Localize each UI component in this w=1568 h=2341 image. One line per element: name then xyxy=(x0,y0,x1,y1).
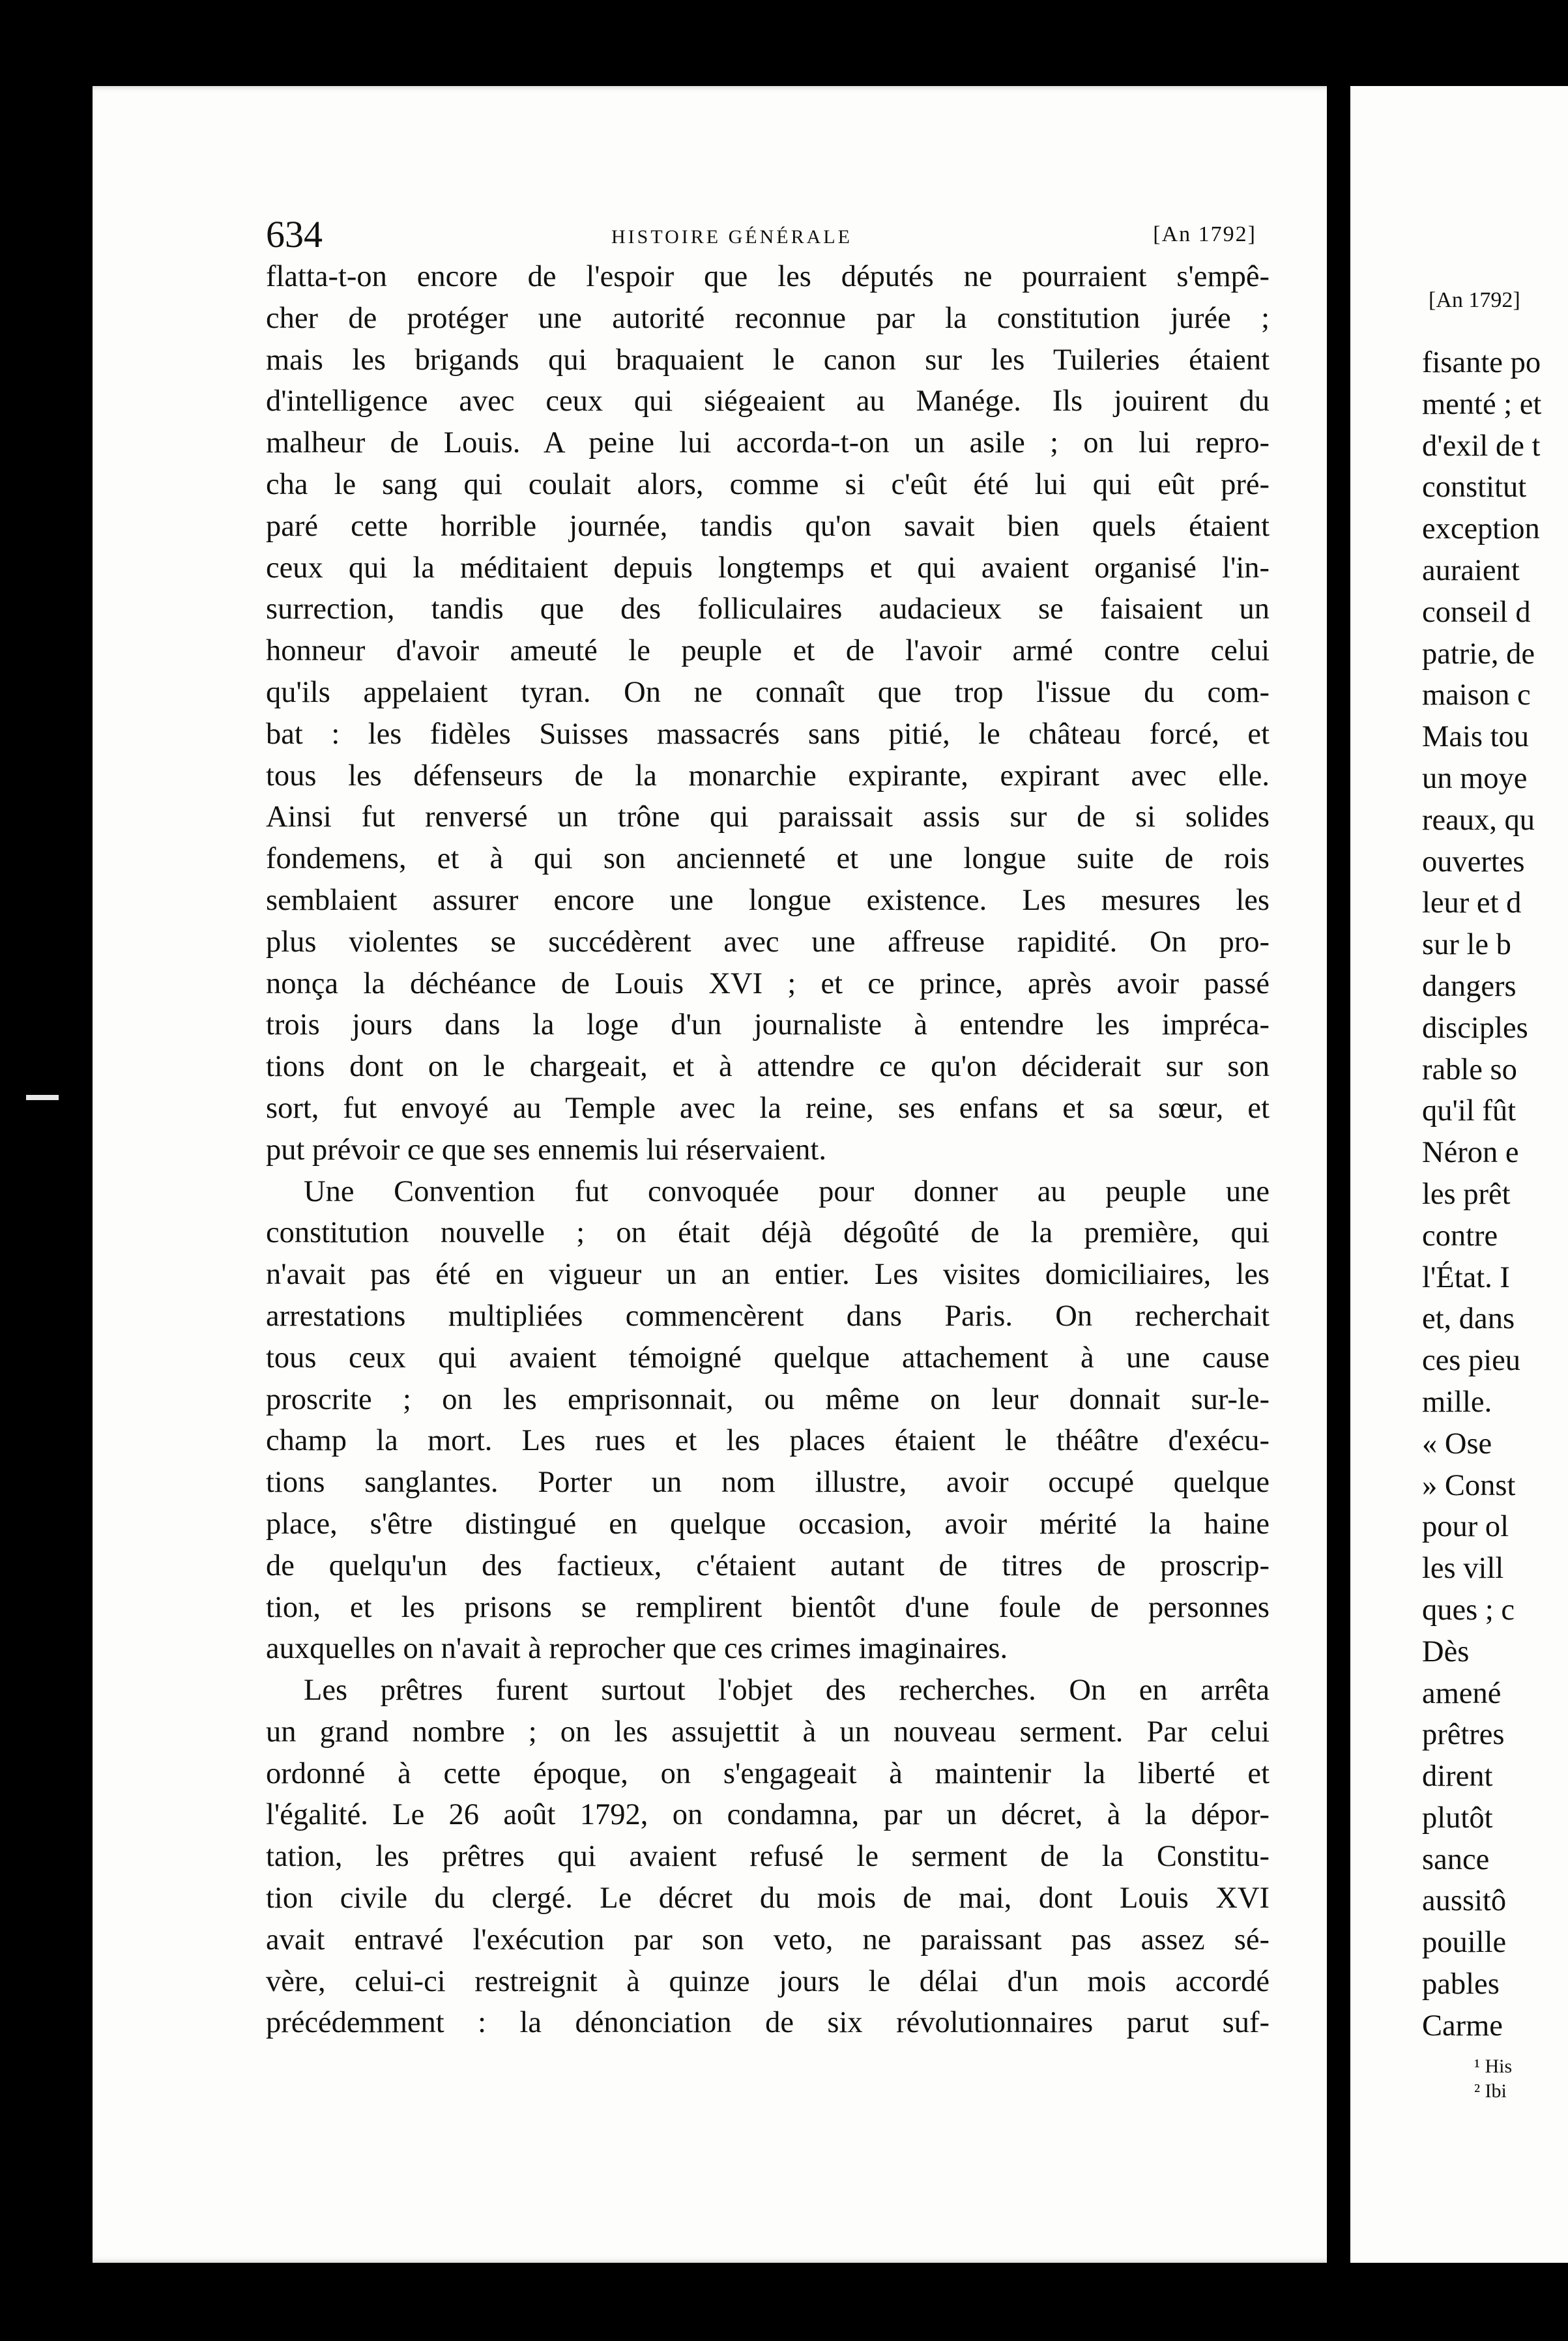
right-text-line: » Const xyxy=(1422,1468,1516,1502)
right-text-line: prêtres xyxy=(1422,1718,1505,1752)
right-text-line: mille. xyxy=(1422,1385,1492,1419)
text-line: tions dont on le chargeait, et à attendre ce qu'on déciderait sur son xyxy=(266,1050,1270,1084)
text-line: malheur de Louis. A peine lui accorda-t-on un asile ; on lui repro- xyxy=(266,426,1270,460)
text-line: précédemment : la dénonciation de six révolutionnaires parut suf- xyxy=(266,2006,1270,2040)
right-text-line: un moye xyxy=(1422,761,1528,795)
text-line: semblaient assurer encore une longue existence. Les mesures les xyxy=(266,883,1270,917)
running-title: HISTOIRE GÉNÉRALE xyxy=(611,226,852,248)
body-text xyxy=(266,256,1270,2044)
page-header xyxy=(266,215,1256,254)
text-line: avait entravé l'exécution par son veto, ne paraissant pas assez sé- xyxy=(266,1923,1270,1956)
text-line: vère, celui-ci restreignit à quinze jours le délai d'un mois accordé xyxy=(266,1964,1270,1998)
right-text-line: Néron e xyxy=(1422,1136,1519,1170)
right-text-line: disciples xyxy=(1422,1011,1528,1045)
text-line: plus violentes se succédèrent avec une affreuse rapidité. On pro- xyxy=(266,925,1270,959)
right-text-line: sur le b xyxy=(1422,928,1511,962)
right-text-line: d'exil de t xyxy=(1422,429,1541,463)
footnote-line: ² Ibi xyxy=(1474,2080,1507,2102)
right-text-line: auraient xyxy=(1422,553,1520,587)
right-text-line: aussitô xyxy=(1422,1884,1507,1918)
text-line: constitution nouvelle ; on était déjà dégoûté de la première, qui xyxy=(266,1216,1270,1250)
right-text-line: ouvertes xyxy=(1422,845,1525,879)
text-line: Les prêtres furent surtout l'objet des recherches. On en arrêta xyxy=(304,1674,1270,1708)
right-text-line: Mais tou xyxy=(1422,720,1530,754)
right-text-line: pables xyxy=(1422,1968,1500,2001)
text-line: sort, fut envoyé au Temple avec la reine, ses enfans et sa sœur, et xyxy=(266,1091,1270,1125)
text-line: cha le sang qui coulait alors, comme si c'eût été lui qui eût pré- xyxy=(266,467,1270,501)
right-text-line: sance xyxy=(1422,1842,1490,1876)
book-gutter xyxy=(1327,78,1353,2281)
right-text-line: ques ; c xyxy=(1422,1593,1515,1627)
right-text-line: amené xyxy=(1422,1676,1502,1710)
right-text-line: ces pieu xyxy=(1422,1344,1521,1378)
text-line: tous ceux qui avaient témoigné quelque attachement à une cause xyxy=(266,1341,1270,1374)
text-line: place, s'être distingué en quelque occasion, avoir mérité la haine xyxy=(266,1507,1270,1541)
text-line: n'avait pas été en vigueur un an entier. Les visites domiciliaires, les xyxy=(266,1258,1270,1292)
text-line: tion, et les prisons se remplirent bientôt d'une foule de personnes xyxy=(266,1590,1270,1624)
right-text-line: pour ol xyxy=(1422,1510,1509,1544)
right-body-text xyxy=(1422,342,1541,2047)
text-line: flatta-t-on encore de l'espoir que les députés ne pourraient s'empê- xyxy=(266,260,1270,293)
text-line: bat : les fidèles Suisses massacrés sans pitié, le château forcé, et xyxy=(266,717,1270,751)
year-tag: [An 1792] xyxy=(1153,222,1256,246)
text-line: Ainsi fut renversé un trône qui paraissait assis sur de si solides xyxy=(266,800,1270,834)
text-line: put prévoir ce que ses ennemis lui réservaient. xyxy=(266,1133,826,1167)
right-text-line: contre xyxy=(1422,1219,1498,1253)
text-line: fondemens, et à qui son ancienneté et une longue suite de rois xyxy=(266,842,1270,876)
text-line: un grand nombre ; on les assujettit à un nouveau serment. Par celui xyxy=(266,1715,1270,1749)
scan-edge-mark xyxy=(26,1095,59,1100)
footnote-line: ¹ His xyxy=(1474,2056,1513,2077)
right-text-line: dirent xyxy=(1422,1760,1493,1794)
text-line: auxquelles on n'avait à reprocher que ces crimes imaginaires. xyxy=(266,1632,1008,1666)
text-line: arrestations multipliées commencèrent dans Paris. On recherchait xyxy=(266,1299,1270,1333)
right-text-line: exception xyxy=(1422,512,1540,546)
text-line: champ la mort. Les rues et les places étaient le théâtre d'exécu- xyxy=(266,1424,1270,1458)
text-line: d'intelligence avec ceux qui siégeaient au Manége. Ils jouirent du xyxy=(266,385,1270,418)
text-line: honneur d'avoir ameuté le peuple et de l'avoir armé contre celui xyxy=(266,634,1270,668)
text-line: ordonné à cette époque, on s'engageait à maintenir la liberté et xyxy=(266,1756,1270,1790)
right-page xyxy=(1350,86,1568,2263)
right-text-line: constitut xyxy=(1422,471,1527,504)
right-text-line: dangers xyxy=(1422,969,1517,1003)
right-text-line: maison c xyxy=(1422,678,1531,712)
right-text-line: Dès xyxy=(1422,1635,1470,1668)
right-text-line: plutôt xyxy=(1422,1801,1493,1835)
text-line: surrection, tandis que des folliculaires audacieux se faisaient un xyxy=(266,592,1270,626)
right-text-line: qu'il fût xyxy=(1422,1094,1516,1128)
page-number: 634 xyxy=(266,213,323,255)
right-text-line: rable so xyxy=(1422,1053,1517,1086)
text-line: trois jours dans la loge d'un journaliste à entendre les impréca- xyxy=(266,1008,1270,1042)
right-text-line: menté ; et xyxy=(1422,387,1542,421)
right-text-line: « Ose xyxy=(1422,1427,1492,1461)
right-text-line: les prêt xyxy=(1422,1177,1511,1211)
right-text-line: les vill xyxy=(1422,1552,1504,1586)
text-line: tions sanglantes. Porter un nom illustre, avoir occupé quelque xyxy=(266,1466,1270,1500)
right-text-line: et, dans xyxy=(1422,1302,1515,1336)
text-line: tion civile du clergé. Le décret du mois de mai, dont Louis XVI xyxy=(266,1882,1270,1915)
text-line: cher de protéger une autorité reconnue par la constitution jurée ; xyxy=(266,301,1270,335)
text-line: mais les brigands qui braquaient le canon sur les Tuileries étaient xyxy=(266,343,1270,377)
text-line: qu'ils appelaient tyran. On ne connaît que trop l'issue du com- xyxy=(266,675,1270,709)
right-text-line: fisante po xyxy=(1422,346,1541,379)
text-line: tous les défenseurs de la monarchie expirante, expirant avec elle. xyxy=(266,759,1270,792)
right-text-line: l'État. I xyxy=(1422,1260,1510,1294)
right-text-line: pouille xyxy=(1422,1926,1507,1960)
right-text-line: conseil d xyxy=(1422,595,1531,629)
text-line: l'égalité. Le 26 août 1792, on condamna, par un décret, à la dépor- xyxy=(266,1798,1270,1832)
text-line: paré cette horrible journée, tandis qu'on savait bien quels étaient xyxy=(266,509,1270,543)
text-line: nonça la déchéance de Louis XVI ; et ce prince, après avoir passé xyxy=(266,967,1270,1000)
right-text-line: patrie, de xyxy=(1422,637,1535,671)
text-line: de quelqu'un des factieux, c'étaient autant de titres de proscrip- xyxy=(266,1549,1270,1582)
right-footnotes xyxy=(1474,2054,1512,2104)
text-line: Une Convention fut convoquée pour donner au peuple une xyxy=(304,1174,1270,1208)
text-line: ceux qui la méditaient depuis longtemps et qui avaient organisé l'in- xyxy=(266,551,1270,585)
right-text-line: reaux, qu xyxy=(1422,803,1535,837)
right-text-line: Carme xyxy=(1422,2009,1503,2043)
right-year-tag: [An 1792] xyxy=(1429,288,1520,312)
text-line: proscrite ; on les emprisonnait, ou même on leur donnait sur-le- xyxy=(266,1382,1270,1416)
text-line: tation, les prêtres qui avaient refusé le serment de la Constitu- xyxy=(266,1840,1270,1874)
right-text-line: leur et d xyxy=(1422,886,1522,920)
